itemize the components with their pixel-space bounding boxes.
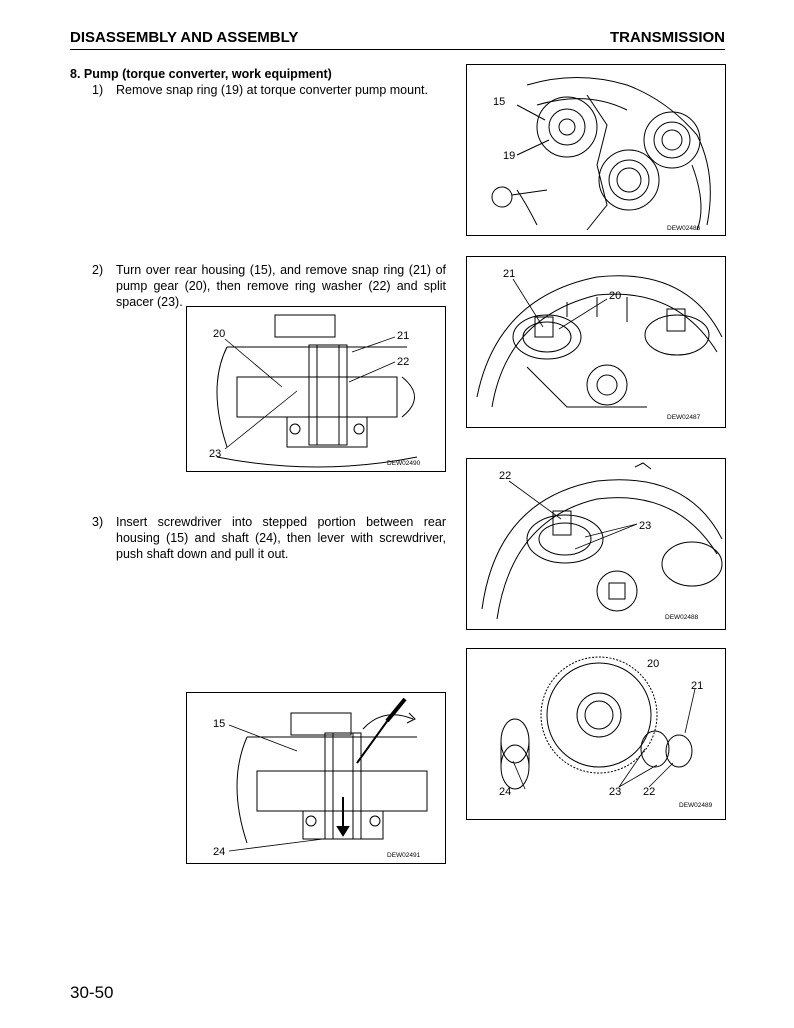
exploded-parts-drawing <box>467 649 725 819</box>
pump-gear-snap-ring-drawing <box>467 257 725 427</box>
figure-ring-washer-spacer <box>466 458 726 630</box>
step-1-text: Remove snap ring (19) at torque converter pump mount. <box>116 83 428 97</box>
fig4-code: DEW02488 <box>665 614 699 621</box>
step-1 <box>92 82 446 98</box>
fig4-label-22: 22 <box>499 470 512 482</box>
fig5-label-22: 22 <box>643 786 656 798</box>
figure-section-gear-spacer <box>186 306 446 472</box>
step-1-number: 1) <box>92 83 104 97</box>
fig5-label-23: 23 <box>609 786 622 798</box>
ring-washer-spacer-drawing <box>467 459 725 629</box>
fig1-label-19: 19 <box>503 150 516 162</box>
fig3-label-22: 22 <box>397 356 410 368</box>
fig6-label-24: 24 <box>213 846 226 858</box>
shaft-removal-drawing <box>187 693 445 863</box>
fig2-label-21: 21 <box>503 268 516 280</box>
fig1-code: DEW02486 <box>667 225 701 232</box>
fig1-label-15: 15 <box>493 96 506 108</box>
fig6-label-15: 15 <box>213 718 226 730</box>
header-chapter-title: TRANSMISSION <box>609 29 725 46</box>
figure-pump-gear-snap-ring <box>466 256 726 428</box>
step-2 <box>92 262 446 310</box>
section-gear-spacer-drawing <box>187 307 445 471</box>
fig3-label-20: 20 <box>213 328 226 340</box>
step-3 <box>92 514 446 562</box>
step-3-text: Insert screwdriver into stepped portion between rear housing (15) and shaft (24), then lever with screwdriver, push shaft down and pull it out. <box>116 515 446 561</box>
page-header <box>70 29 725 50</box>
fig5-label-24: 24 <box>499 786 512 798</box>
step-2-number: 2) <box>92 263 104 277</box>
step-3-number: 3) <box>92 515 104 529</box>
figure-pump-mount <box>466 64 726 236</box>
fig3-label-21: 21 <box>397 330 410 342</box>
fig5-label-21: 21 <box>691 680 704 692</box>
fig5-code: DEW02489 <box>679 802 713 809</box>
fig3-code: DEW02490 <box>387 460 421 467</box>
fig3-label-23: 23 <box>209 448 222 460</box>
fig4-label-23: 23 <box>639 520 652 532</box>
header-section-title: DISASSEMBLY AND ASSEMBLY <box>70 29 299 46</box>
fig6-code: DEW02491 <box>387 852 421 859</box>
page-number: 30-50 <box>70 983 114 1002</box>
fig5-label-20: 20 <box>647 658 660 670</box>
section-title: 8. Pump (torque converter, work equipment) <box>70 67 332 81</box>
fig2-label-20: 20 <box>609 290 622 302</box>
fig2-code: DEW02487 <box>667 414 701 421</box>
pump-mount-drawing <box>467 65 725 235</box>
step-2-text: Turn over rear housing (15), and remove snap ring (21) of pump gear (20), then remove ring washer (22) and split spacer (23). <box>116 263 446 309</box>
figure-shaft-removal <box>186 692 446 864</box>
figure-exploded-parts <box>466 648 726 820</box>
